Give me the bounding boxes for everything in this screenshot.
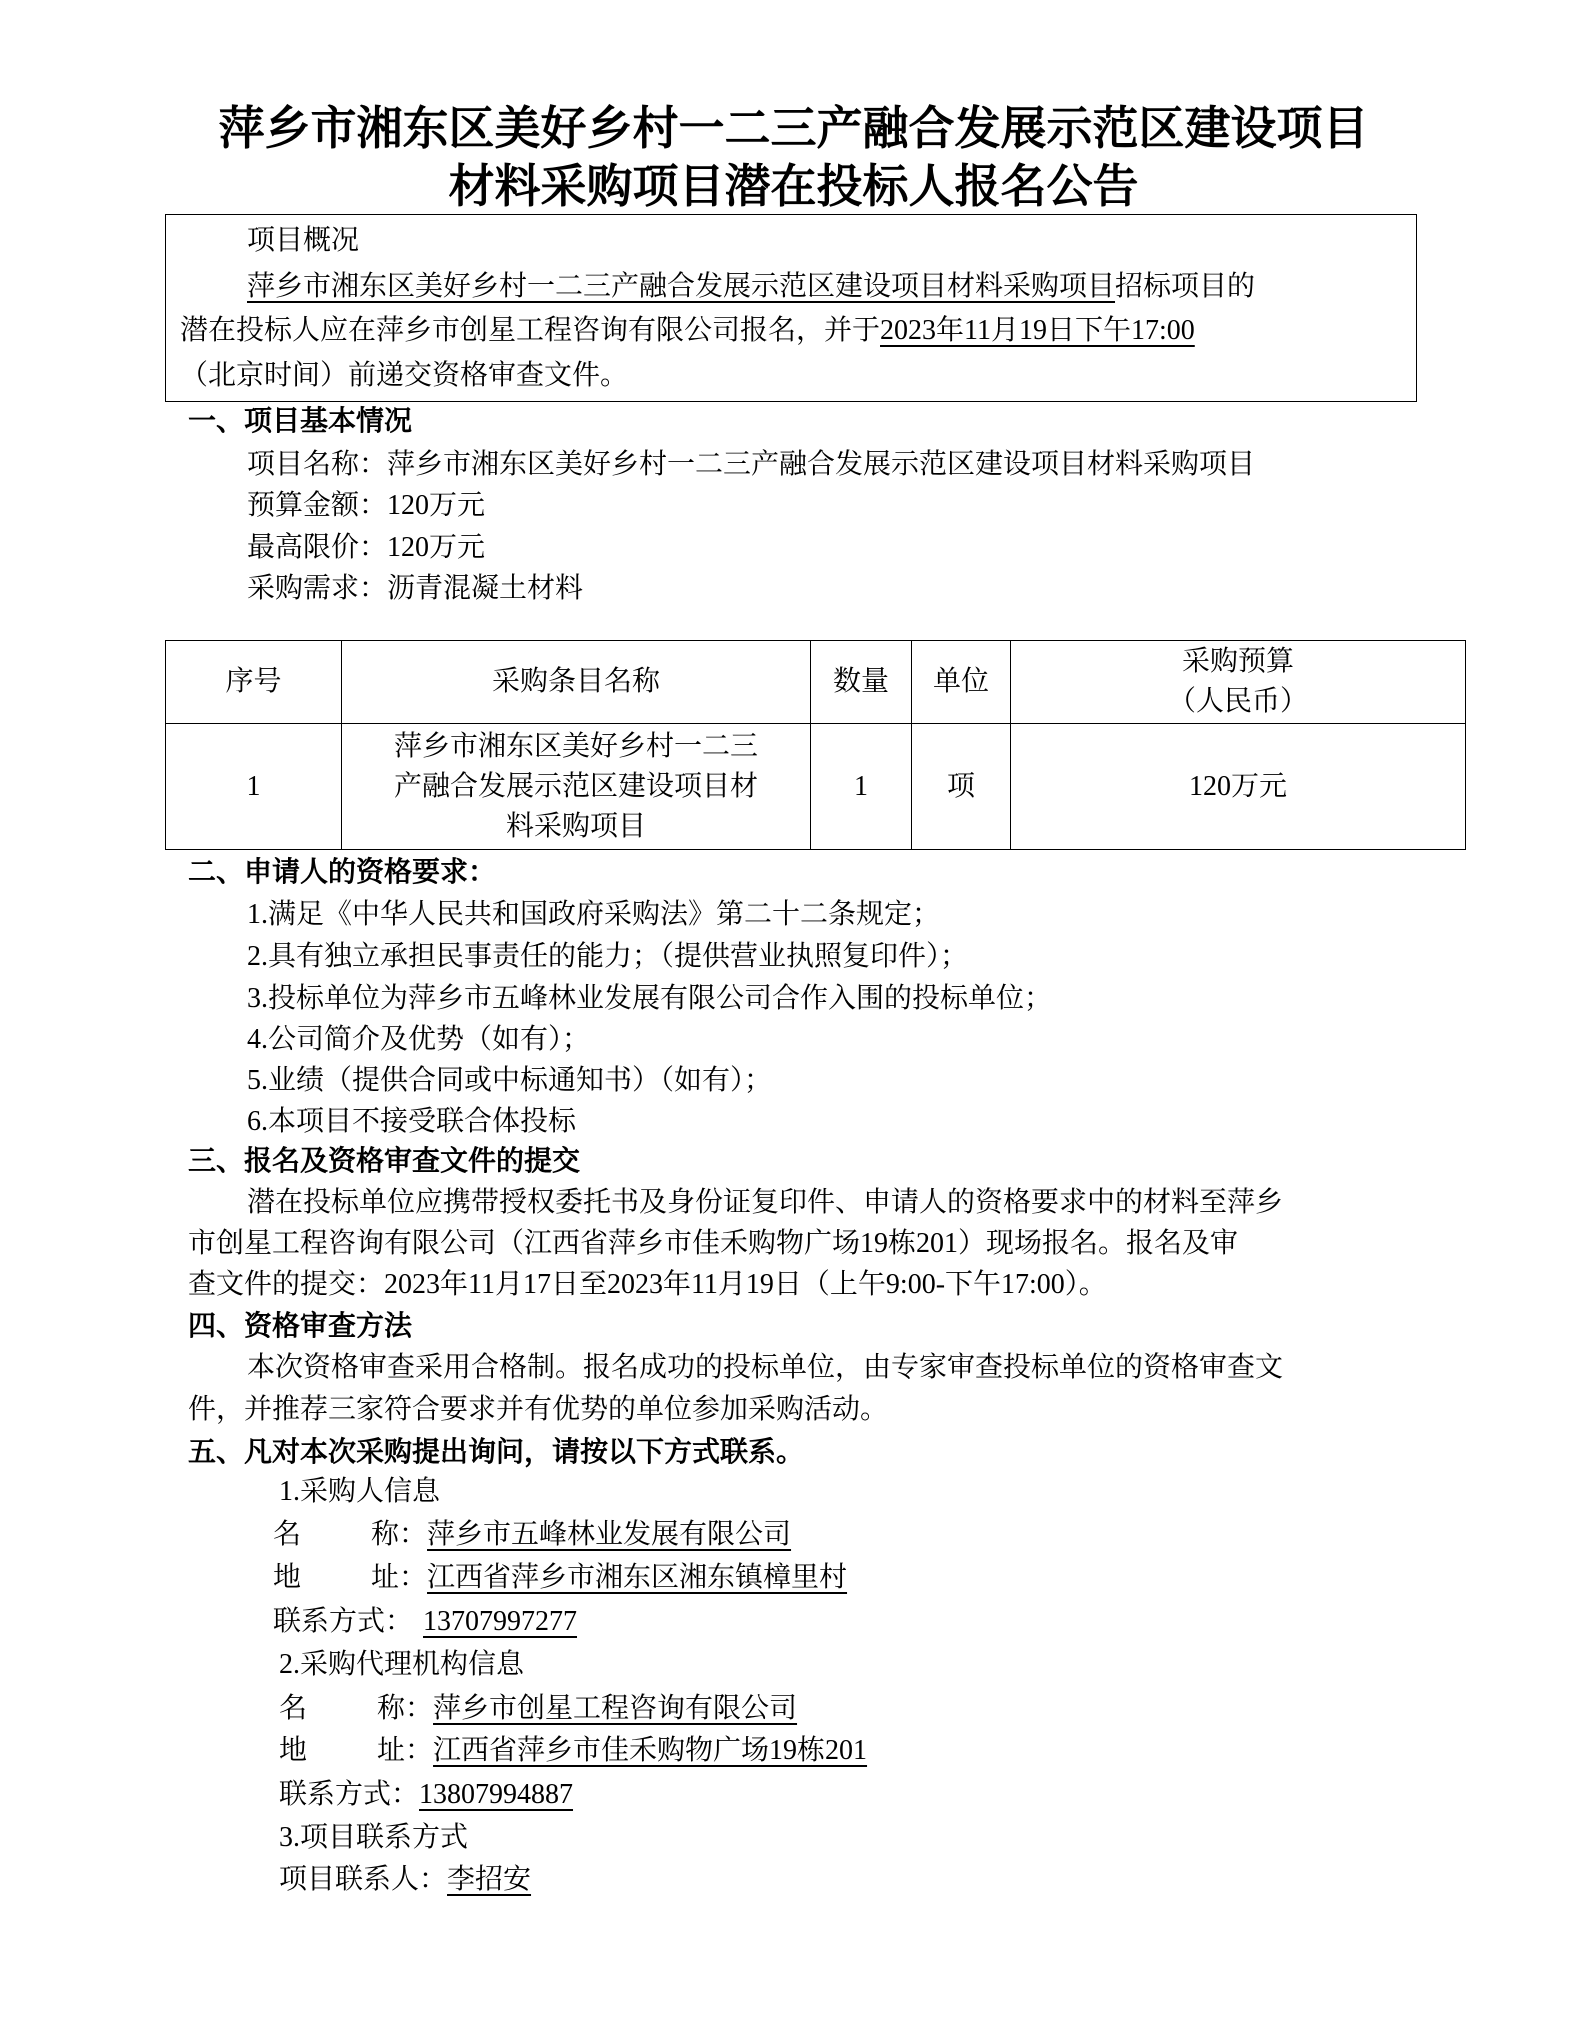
agent-phone: 13807994887 [419,1779,574,1810]
label: 名 [279,1693,308,1724]
s3-line: 市创星工程咨询有限公司（江西省萍乡市佳禾购物广场19栋201）现场报名。报名及审 [188,1228,1239,1259]
s1-item: 最高限价：120万元 [247,532,486,563]
agent-name: 萍乡市创星工程咨询有限公司 [433,1693,798,1724]
table-row [166,724,1466,850]
agent-addr-row [279,1730,867,1772]
overview-line2 [180,310,1195,352]
buyer-name: 萍乡市五峰林业发展有限公司 [427,1519,792,1550]
label: 称： [371,1519,428,1550]
section5-heading: 五、凡对本次采购提出询问，请按以下方式联系。 [188,1437,805,1468]
agent-contact-row [279,1774,573,1816]
s2-item: 2.具有独立承担民事责任的能力；（提供营业执照复印件）； [247,941,969,972]
s2-item: 3.投标单位为萍乡市五峰林业发展有限公司合作入围的投标单位； [247,983,1053,1014]
overview-heading: 项目概况 [247,225,360,256]
buyer-contact-row [273,1601,643,1643]
s1-item: 项目名称：萍乡市湘东区美好乡村一二三产融合发展示范区建设项目材料采购项目 [247,449,1256,480]
buyer-phone: 13707997277 [423,1606,578,1637]
overview-text: 潜在投标人应在萍乡市创星工程咨询有限公司报名，并于 [180,315,881,346]
buyer-address: 江西省萍乡市湘东区湘东镇樟里村 [427,1562,848,1593]
label: 地 [273,1562,302,1593]
s1-item: 预算金额：120万元 [247,490,486,521]
agent-address: 江西省萍乡市佳禾购物广场19栋201 [433,1735,868,1766]
buyer-name-row [273,1514,791,1556]
agent-heading: 2.采购代理机构信息 [279,1649,525,1680]
cell-name-l2: 产融合发展示范区建设项目材 [393,770,758,802]
cell-name [342,724,811,850]
label: 名 [273,1519,302,1550]
page-title-line2: 材料采购项目潜在投标人报名公告 [448,161,1139,212]
agent-name-row [279,1688,797,1730]
th-unit: 单位 [912,641,1011,724]
section4-heading: 四、资格审查方法 [188,1311,413,1342]
label: 址： [377,1735,434,1766]
table-header-row [166,641,1466,724]
s2-item: 1.满足《中华人民共和国政府采购法》第二十二条规定； [247,899,941,930]
buyer-addr-row [273,1557,847,1599]
s4-line: 本次资格审查采用合格制。报名成功的投标单位，由专家审查投标单位的资格审查文 [247,1352,1284,1383]
s3-line: 查文件的提交：2023年11月17日至2023年11月19日（上午9:00-下午17:00）。 [188,1269,1107,1300]
page-title-line1: 萍乡市湘东区美好乡村一二三产融合发展示范区建设项目 [218,103,1369,154]
cell-budget: 120万元 [1011,724,1466,850]
s2-item: 6.本项目不接受联合体投标 [247,1106,577,1137]
cell-name-l3: 料采购项目 [505,810,646,842]
cell-qty: 1 [811,724,912,850]
buyer-heading: 1.采购人信息 [279,1476,441,1507]
th-name: 采购条目名称 [342,641,811,724]
section2-heading: 二、申请人的资格要求： [188,857,497,888]
project-contact-row [279,1859,531,1901]
section1-heading: 一、项目基本情况 [188,406,413,437]
th-qty: 数量 [811,641,912,724]
cell-unit: 项 [912,724,1011,850]
overview-line3: （北京时间）前递交资格审查文件。 [180,360,629,391]
th-budget-l1: 采购预算 [1181,646,1294,677]
cell-no: 1 [166,724,342,850]
overview-line1 [247,266,1255,308]
s2-item: 5.业绩（提供合同或中标通知书）（如有）； [247,1065,773,1096]
s1-item: 采购需求：沥青混凝土材料 [247,573,584,604]
project-contact-heading: 3.项目联系方式 [279,1822,469,1853]
s3-line: 潜在投标单位应携带授权委托书及身份证复印件、申请人的资格要求中的材料至萍乡 [247,1187,1284,1218]
project-contact-person: 李招安 [447,1864,532,1895]
label: 联系方式： [273,1606,414,1637]
th-no: 序号 [166,641,342,724]
s2-item: 4.公司简介及优势（如有）； [247,1024,591,1055]
cell-name-l1: 萍乡市湘东区美好乡村一二三 [393,730,758,762]
s4-line: 件，并推荐三家符合要求并有优势的单位参加采购活动。 [188,1394,889,1425]
overview-text: 招标项目的 [1115,271,1256,302]
label: 地 [279,1735,308,1766]
procurement-table [165,640,1466,850]
label: 联系方式： [279,1779,420,1810]
label: 址： [371,1562,428,1593]
deadline: 2023年11月19日下午17:00 [880,315,1195,346]
section3-heading: 三、报名及资格审查文件的提交 [188,1146,581,1177]
th-budget-l2: （人民币） [1167,686,1308,717]
project-name: 萍乡市湘东区美好乡村一二三产融合发展示范区建设项目材料采购项目 [247,271,1116,302]
th-budget [1011,641,1466,724]
label: 称： [377,1693,434,1724]
label: 项目联系人： [279,1864,448,1895]
